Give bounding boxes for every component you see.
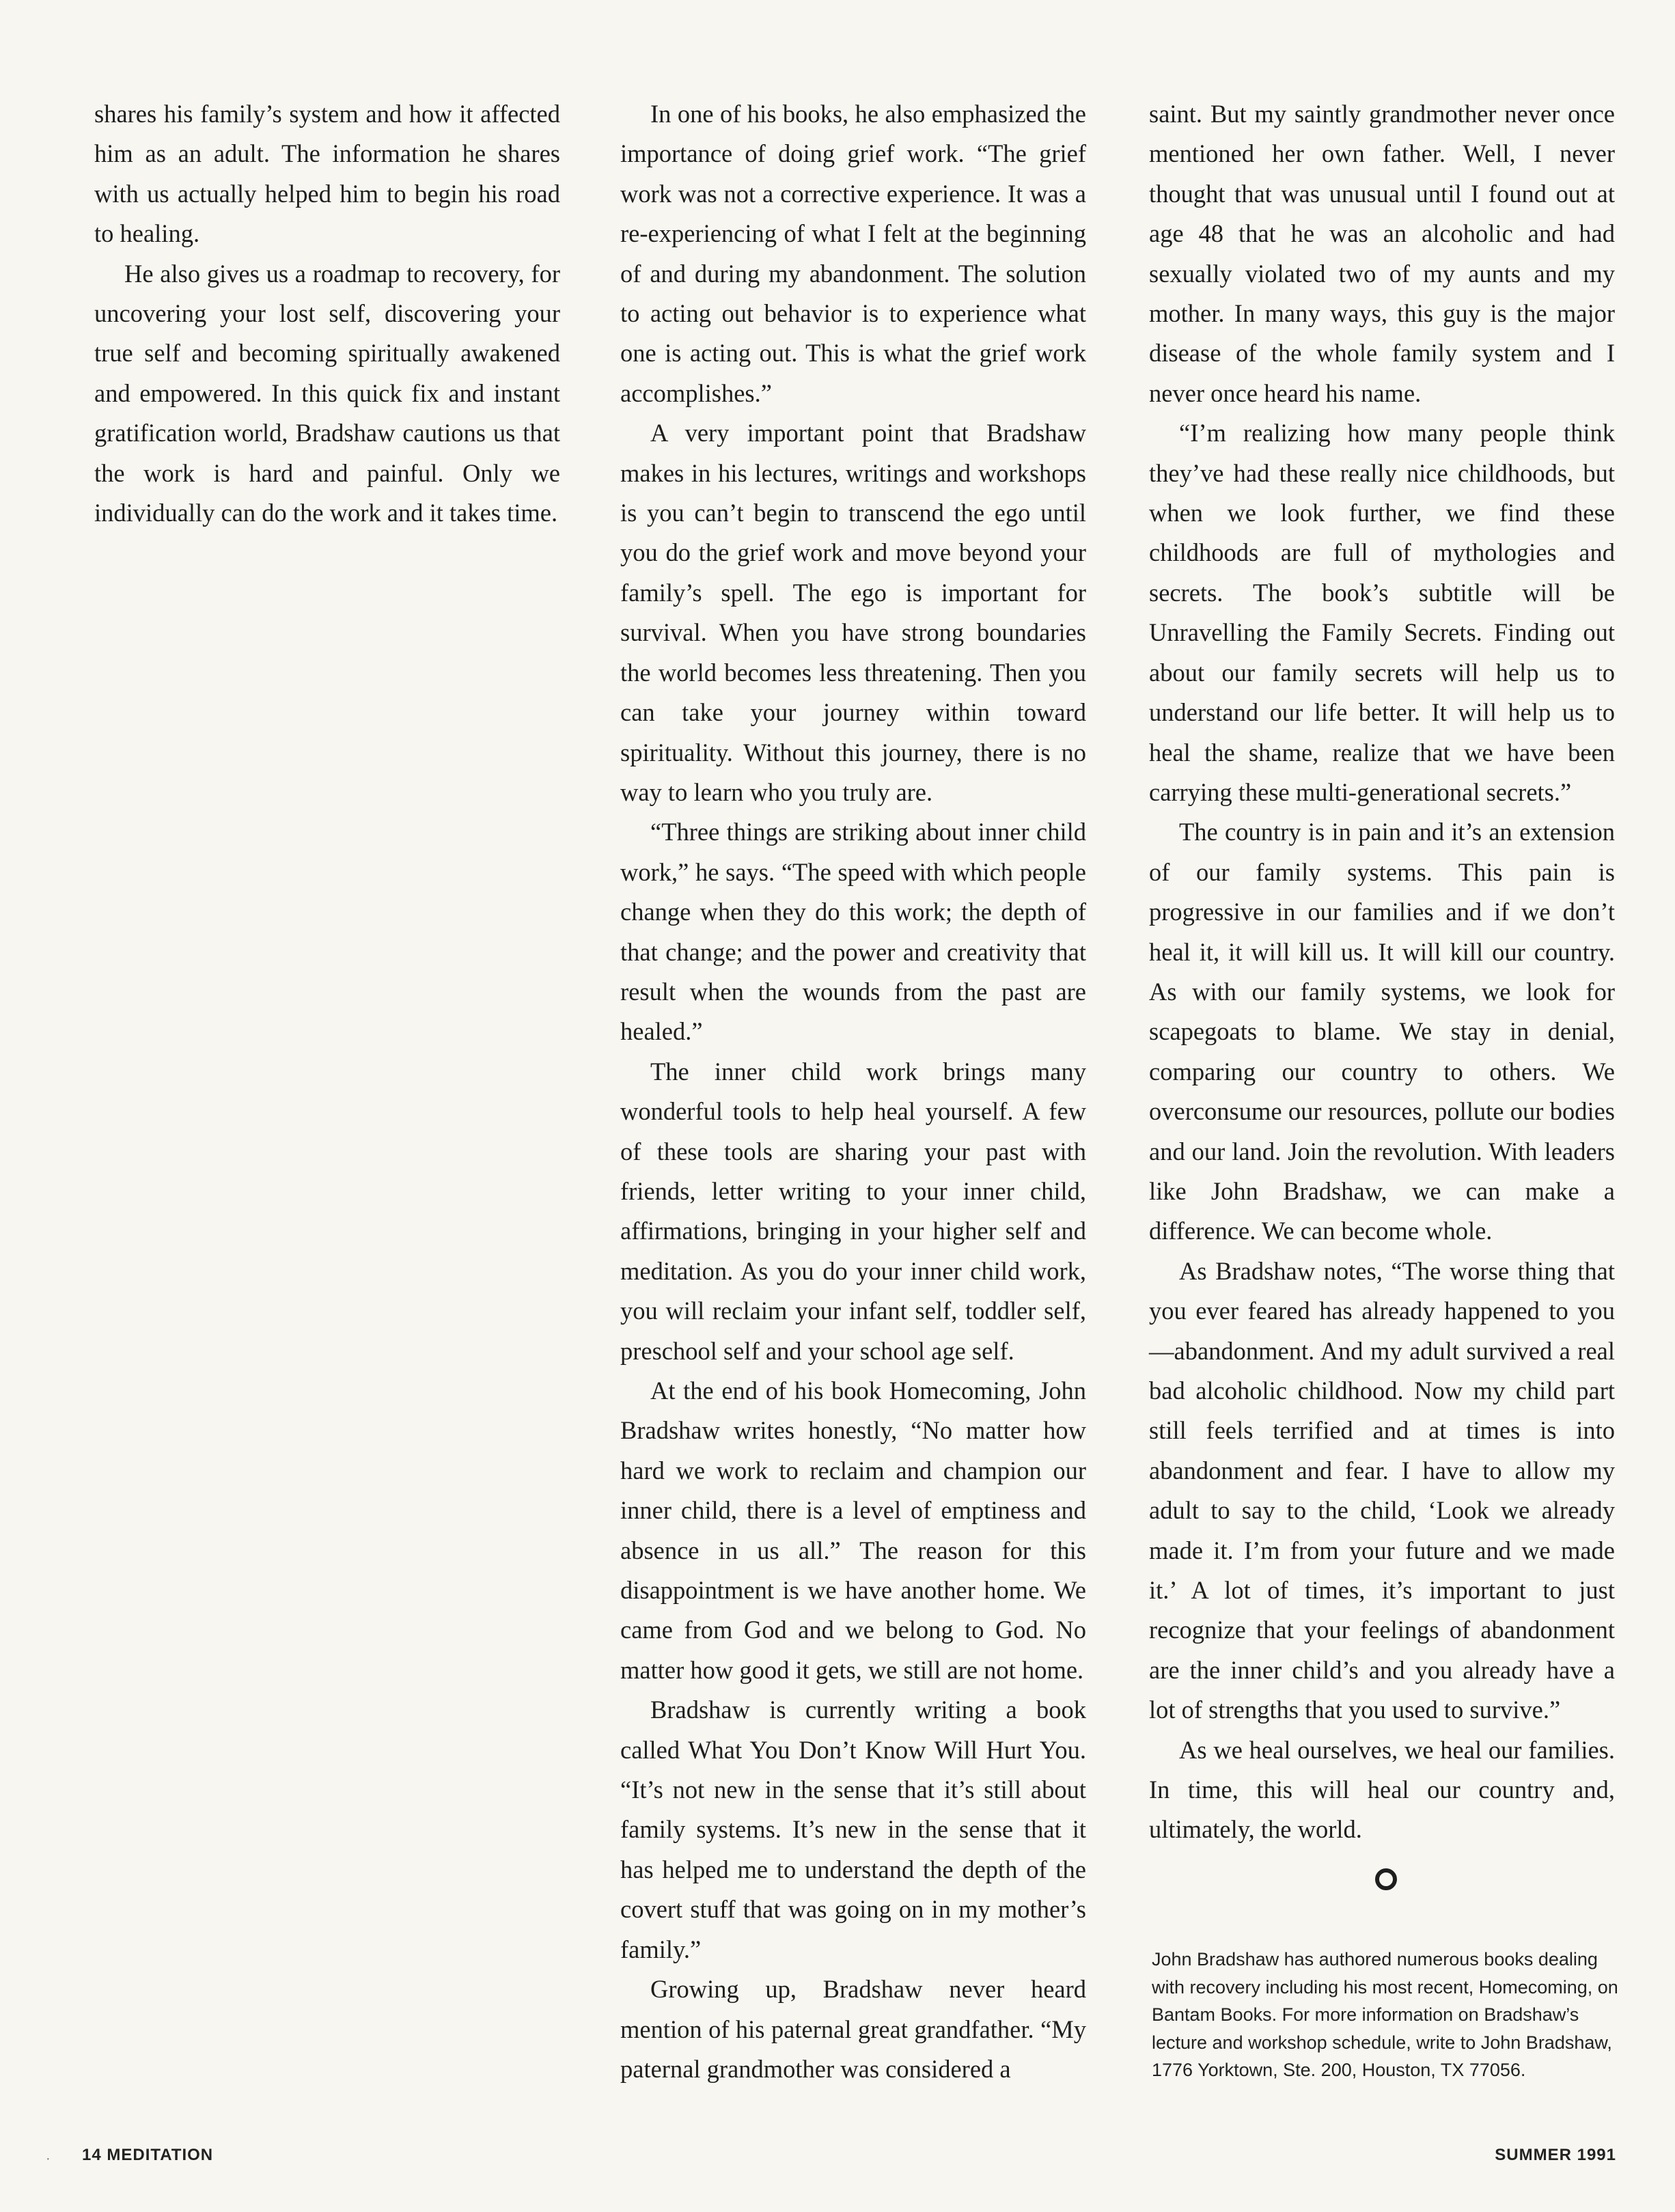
- paragraph: As Bradshaw notes, “The worse thing that you ever feared has already happened to you—abandonment. And my adult survived a real bad alcoholic childhood. Now my child part still feels terrified and at times is into abandonment and fear. I have to allow my adult to say to the child, ‘Look we already made it. I’m from your future and we made it.’ A lot of times, it’s important to just recognize that your feelings of abandonment are the inner child’s and you already have a lot of strengths that you used to survive.”: [1149, 1256, 1615, 1724]
- paragraph: As we heal ourselves, we heal our families. In time, this will heal our country and, ultimately, the world.: [1149, 1735, 1615, 1844]
- paragraph: The inner child work brings many wonderful tools to help heal yourself. A few of these tools are sharing your past with friends, letter writing to your inner child, affirmations, bringing in your higher self and meditation. As you do your inner child work, you will reclaim your infant self, toddler self, preschool self and your school age self.: [620, 1057, 1086, 1365]
- author-bio-text: John Bradshaw has authored numerous books dealing with recovery including his most recent, Homecoming, on Bantam Books. For more information on Bradshaw’s lecture and workshop schedule, write to John Bradshaw, 1776 Yorktown, Ste. 200, Houston, TX 77056.: [1152, 1949, 1618, 2080]
- paragraph: “Three things are striking about inner child work,” he says. “The speed with which people change when they do this work; the depth of that change; and the power and creativity that result when the wounds from the past are healed.”: [620, 818, 1086, 1046]
- paragraph: At the end of his book Homecoming, John Bradshaw writes honestly, “No matter how hard we work to reclaim and champion our inner child, there is a level of emptiness and absence in us all.” The reason for this disappointment is we have another home. We came from God and we belong to God. No matter how good it gets, we still are not home.: [620, 1377, 1086, 1684]
- paragraph: The country is in pain and it’s an extension of our family systems. This pain is progressive in our families and if we don’t heal it, it will kill us. It will kill our country. As with our family systems, we look for scapegoats to blame. We stay in denial, comparing our country to others. We overconsume our resources, pollute our bodies and our land. Join the revolution. With leaders like John Bradshaw, we can make a difference. We can become whole.: [1149, 818, 1615, 1245]
- end-of-article-icon: [1375, 1868, 1397, 1890]
- paragraph: Growing up, Bradshaw never heard mention of his paternal great grandfather. “My paternal grandmother was considered a: [620, 1975, 1086, 2083]
- page-folio: 14 MEDITATION: [82, 2146, 214, 2164]
- paragraph: “I’m realizing how many people think they’ve had these really nice childhoods, but when we look further, we find these childhoods are full of mythologies and secrets. The book’s subtitle will be Unravelling the Family Secrets. Finding out about our family secrets will help us to understand our life better. It will help us to heal the shame, realize that we have been carrying these multi-generational secrets.”: [1149, 419, 1615, 806]
- page-mark-icon: ·: [46, 2152, 51, 2167]
- paragraph: In one of his books, he also emphasized the importance of doing grief work. “The grief work was not a corrective experience. It was a re-experiencing of what I felt at the beginning of and during my abandonment. The solution to acting out behavior is to experience what one is acting out. This is what the grief work accomplishes.”: [620, 100, 1086, 407]
- article-column-3: [1149, 94, 1615, 1850]
- paragraph: Bradshaw is currently writing a book called What You Don’t Know Will Hurt You. “It’s not new in the sense that it’s still about family systems. It’s new in the sense that it has helped me to understand the depth of the covert stuff that was going on in my mother’s family.”: [620, 1696, 1086, 1963]
- author-bio: [1152, 1946, 1623, 2084]
- paragraph: He also gives us a roadmap to recovery, for uncovering your lost self, discovering your true self and becoming spiritually awakened and empowered. In this quick fix and instant gratification world, Bradshaw cautions us that the work is hard and painful. Only we individually can do the work and it takes time.: [94, 259, 560, 527]
- paragraph: saint. But my saintly grandmother never once mentioned her own father. Well, I never thought that was unusual until I found out at age 48 that he was an alcoholic and had sexually violated two of my aunts and my mother. In many ways, this guy is the major disease of the whole family system and I never once heard his name.: [1149, 100, 1615, 407]
- paragraph: shares his family’s system and how it affected him as an adult. The information he shares with us actually helped him to begin his road to healing.: [94, 100, 560, 248]
- paragraph: A very important point that Bradshaw makes in his lectures, writings and workshops is you can’t begin to transcend the ego until you do the grief work and move beyond your family’s spell. The ego is important for survival. When you have strong boundaries the world becomes less threatening. Then you can take your journey within toward spirituality. Without this journey, there is no way to learn who you truly are.: [620, 419, 1086, 806]
- issue-date: SUMMER 1991: [1495, 2146, 1616, 2164]
- article-column-1: [94, 94, 560, 533]
- article-column-2: [620, 94, 1086, 2089]
